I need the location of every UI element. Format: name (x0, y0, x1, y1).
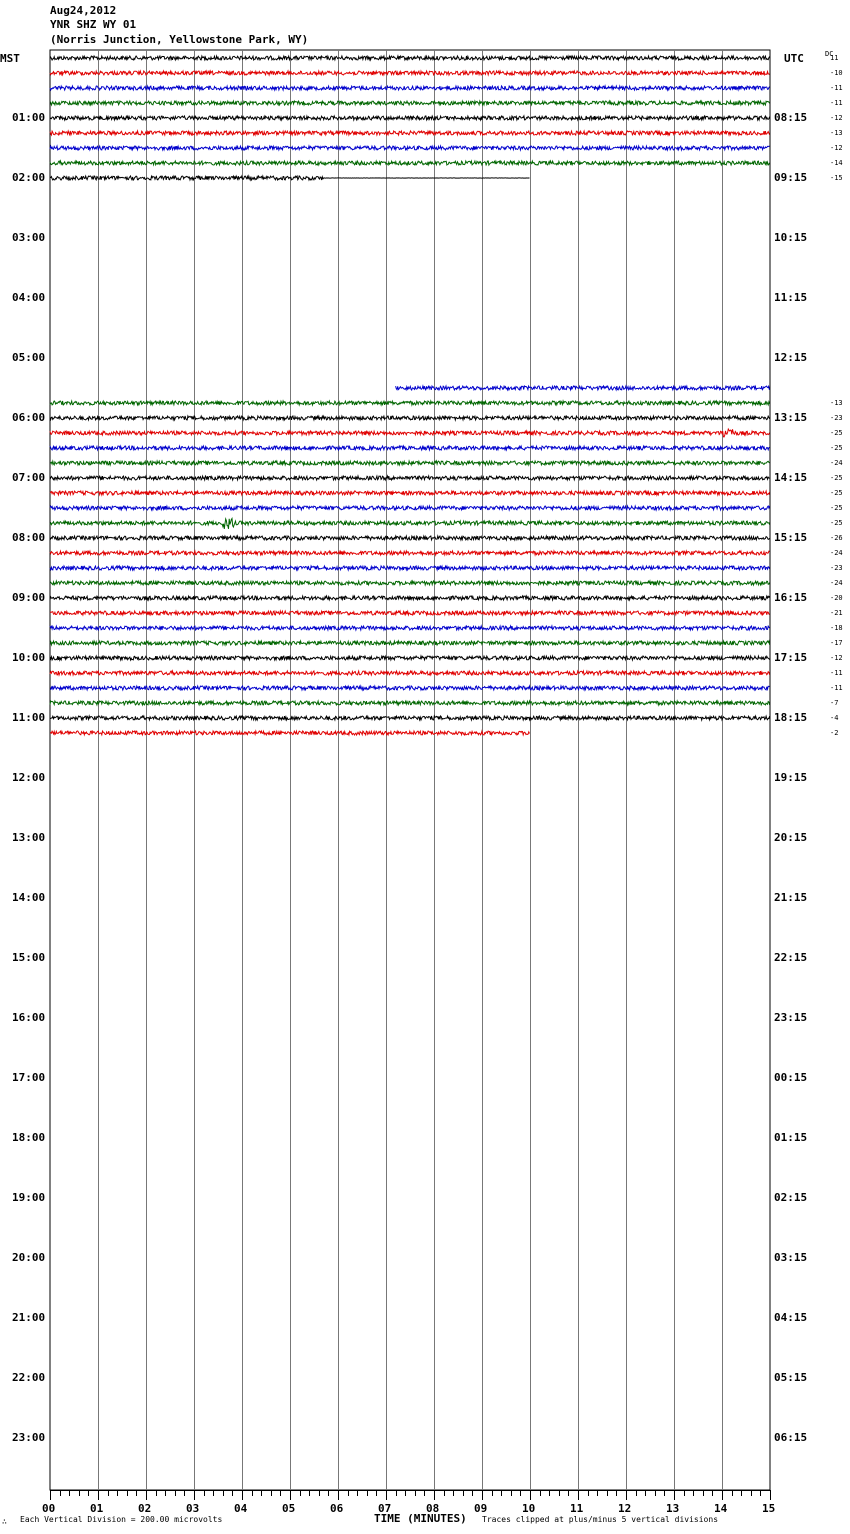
x-tick-label: 08 (426, 1502, 440, 1515)
dc-offset-label: -25 (830, 489, 843, 497)
seismic-trace (50, 641, 770, 645)
dc-offset-label: -18 (830, 624, 843, 632)
x-tick-label: 05 (282, 1502, 296, 1515)
seismic-trace (50, 506, 770, 510)
x-tick-label: 04 (234, 1502, 248, 1515)
seismic-trace (50, 731, 530, 735)
dc-offset-label: -14 (830, 159, 843, 167)
right-hour-label: 17:15 (774, 651, 808, 664)
right-hour-label: 15:15 (774, 531, 808, 544)
right-hour-label: 16:15 (774, 591, 808, 604)
dc-offset-label: -12 (830, 114, 843, 122)
dc-offset-label: -4 (830, 714, 839, 722)
dc-offset-label: -25 (830, 504, 843, 512)
right-hour-label: 18:15 (774, 711, 808, 724)
right-hour-label: 13:15 (774, 411, 808, 424)
left-hour-label: 13:00 (12, 831, 46, 844)
dc-offset-label: -20 (830, 594, 843, 602)
left-hour-label: 23:00 (12, 1431, 46, 1444)
left-timezone-label: MST (0, 52, 20, 65)
left-hour-label: 16:00 (12, 1011, 46, 1024)
dc-offset-label: -7 (830, 699, 839, 707)
dc-offset-label: -12 (830, 144, 843, 152)
dc-offset-label: -11 (830, 684, 843, 692)
x-tick-label: 03 (186, 1502, 200, 1515)
left-hour-label: 01:00 (12, 111, 46, 124)
x-tick-label: 11 (570, 1502, 584, 1515)
seismic-trace (50, 101, 770, 105)
x-axis-title: TIME (MINUTES) (374, 1512, 467, 1525)
x-tick-label: 00 (42, 1502, 56, 1515)
right-hour-label: 02:15 (774, 1191, 808, 1204)
x-tick-label: 10 (522, 1502, 536, 1515)
seismic-trace (50, 491, 770, 495)
seismic-trace (50, 161, 770, 165)
dc-offset-label: -15 (830, 174, 843, 182)
left-hour-label: 14:00 (12, 891, 46, 904)
seismic-trace (50, 56, 770, 60)
plot-frame (50, 50, 770, 1490)
right-hour-label: 09:15 (774, 171, 808, 184)
x-tick-label: 12 (618, 1502, 632, 1515)
right-hour-label: 10:15 (774, 231, 808, 244)
right-hour-label: 14:15 (774, 471, 808, 484)
left-hour-label: 21:00 (12, 1311, 46, 1324)
seismic-trace (50, 131, 770, 135)
left-hour-label: 15:00 (12, 951, 46, 964)
right-hour-label: 00:15 (774, 1071, 808, 1084)
left-hour-label: 09:00 (12, 591, 46, 604)
dc-offset-label: -13 (830, 129, 843, 137)
seismic-trace (50, 611, 770, 615)
footer-mark: ∴ (2, 1517, 7, 1526)
left-hour-label: 22:00 (12, 1371, 46, 1384)
right-hour-label: 20:15 (774, 831, 808, 844)
x-tick-label: 07 (378, 1502, 392, 1515)
right-hour-label: 23:15 (774, 1011, 808, 1024)
right-hour-label: 01:15 (774, 1131, 808, 1144)
station-location: (Norris Junction, Yellowstone Park, WY) (50, 33, 309, 46)
seismic-trace (50, 551, 770, 555)
seismic-trace (50, 401, 770, 405)
seismic-trace (50, 671, 770, 675)
dc-offset-label: -21 (830, 609, 843, 617)
plot-date: Aug24,2012 (50, 4, 117, 17)
seismic-trace (50, 626, 770, 630)
dc-offset-label: -24 (830, 459, 843, 467)
dc-header-label: DC (825, 50, 834, 58)
seismic-trace (50, 416, 770, 420)
seismic-trace (50, 566, 770, 570)
right-hour-label: 22:15 (774, 951, 808, 964)
left-hour-label: 18:00 (12, 1131, 46, 1144)
dc-offset-label: -25 (830, 474, 843, 482)
x-tick-label: 06 (330, 1502, 344, 1515)
x-tick-label: 14 (714, 1502, 728, 1515)
left-hour-label: 11:00 (12, 711, 46, 724)
dc-offset-label: -11 (830, 84, 843, 92)
left-hour-label: 12:00 (12, 771, 46, 784)
dc-offset-label: -11 (830, 669, 843, 677)
dc-offset-label: -24 (830, 549, 843, 557)
seismic-trace (50, 536, 770, 540)
right-hour-label: 04:15 (774, 1311, 808, 1324)
right-hour-label: 21:15 (774, 891, 808, 904)
dc-offset-label: -25 (830, 519, 843, 527)
right-timezone-label: UTC (784, 52, 804, 65)
left-hour-label: 03:00 (12, 231, 46, 244)
seismic-trace (50, 429, 770, 437)
seismic-trace (50, 716, 770, 720)
left-hour-label: 05:00 (12, 351, 46, 364)
dc-offset-label: -10 (830, 69, 843, 77)
dc-offset-label: -11 (830, 99, 843, 107)
left-hour-label: 06:00 (12, 411, 46, 424)
dc-offset-label: 11 (830, 54, 839, 62)
left-hour-label: 20:00 (12, 1251, 46, 1264)
seismic-trace (50, 176, 530, 180)
seismic-trace (50, 519, 770, 529)
x-tick-label: 09 (474, 1502, 488, 1515)
dc-offset-label: -12 (830, 654, 843, 662)
right-hour-label: 11:15 (774, 291, 808, 304)
left-hour-label: 02:00 (12, 171, 46, 184)
left-hour-label: 08:00 (12, 531, 46, 544)
x-tick-label: 13 (666, 1502, 680, 1515)
dc-offset-label: -17 (830, 639, 843, 647)
seismic-trace (50, 686, 770, 690)
seismic-trace (50, 596, 770, 600)
x-tick-label: 15 (762, 1502, 776, 1515)
dc-offset-label: -13 (830, 399, 843, 407)
station-id: YNR SHZ WY 01 (50, 18, 137, 31)
left-hour-label: 04:00 (12, 291, 46, 304)
right-hour-label: 19:15 (774, 771, 808, 784)
left-hour-label: 17:00 (12, 1071, 46, 1084)
dc-offset-label: -25 (830, 429, 843, 437)
right-hour-label: 08:15 (774, 111, 808, 124)
seismic-trace (50, 86, 770, 90)
seismic-trace (50, 146, 770, 150)
left-hour-label: 07:00 (12, 471, 46, 484)
clip-note: Traces clipped at plus/minus 5 vertical divisions (482, 1515, 719, 1524)
dc-offset-label: -23 (830, 564, 843, 572)
left-hour-label: 19:00 (12, 1191, 46, 1204)
dc-offset-label: -2 (830, 729, 839, 737)
seismic-trace (50, 116, 770, 120)
dc-offset-label: -26 (830, 534, 843, 542)
x-tick-label: 02 (138, 1502, 152, 1515)
seismic-trace (50, 581, 770, 585)
left-hour-label: 10:00 (12, 651, 46, 664)
seismic-trace (50, 656, 770, 660)
right-hour-label: 06:15 (774, 1431, 808, 1444)
seismic-trace (50, 476, 770, 480)
seismic-trace (50, 701, 770, 705)
seismic-trace (50, 446, 770, 450)
seismic-trace (396, 386, 770, 390)
right-hour-label: 03:15 (774, 1251, 808, 1264)
seismic-trace (50, 71, 770, 75)
right-hour-label: 05:15 (774, 1371, 808, 1384)
dc-offset-label: -23 (830, 414, 843, 422)
dc-offset-label: -25 (830, 444, 843, 452)
vertical-division-scale: Each Vertical Division = 200.00 microvolts (20, 1515, 223, 1524)
right-hour-label: 12:15 (774, 351, 808, 364)
dc-offset-label: -24 (830, 579, 843, 587)
x-tick-label: 01 (90, 1502, 104, 1515)
seismic-trace (50, 461, 770, 465)
